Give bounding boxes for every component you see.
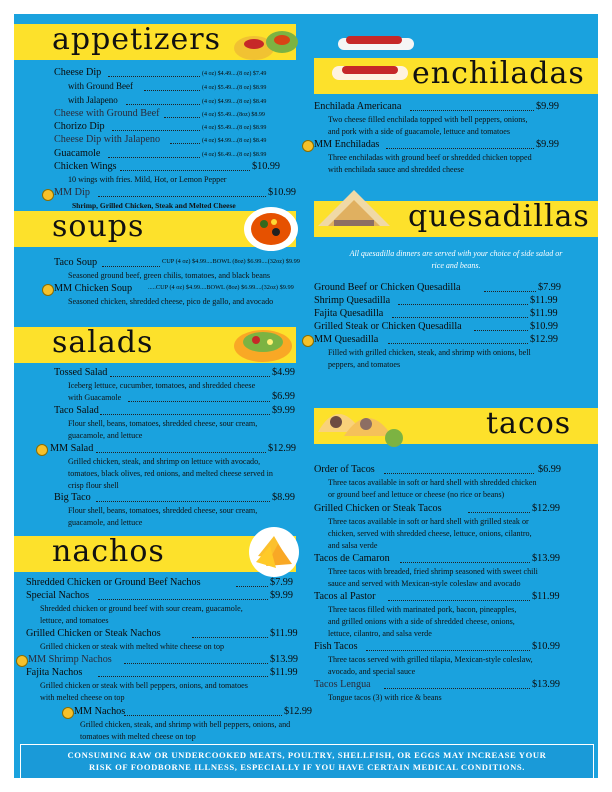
- item-name: Cheese Dip with Jalapeno: [54, 134, 161, 145]
- item-name: Tacos de Camaron: [314, 553, 390, 564]
- leader-dots: [388, 335, 528, 344]
- item-description: Grilled chicken or steak with bell peppers, onions, and tomatoes: [40, 681, 248, 690]
- leader-dots: [400, 554, 530, 563]
- soups-title: soups: [52, 209, 145, 244]
- item-description: and salsa verde: [328, 541, 378, 550]
- size-price-a: (4 oz) $4.99....: [202, 99, 238, 105]
- leader-dots: [192, 629, 268, 638]
- item-price: $11.99: [530, 308, 558, 319]
- item-name: Big Taco: [54, 492, 91, 503]
- leader-dots: [386, 140, 534, 149]
- item-description: guacamole, and lettuce: [68, 431, 143, 440]
- item-price: $9.99: [536, 101, 559, 112]
- item-name: MM Chicken Soup: [54, 283, 133, 294]
- item-price: [202, 134, 266, 145]
- item-name: MM Quesadilla: [314, 334, 379, 345]
- enchiladas-image: [330, 62, 410, 84]
- item-description: and pork with a side of guacamole, lettuce and tomatoes: [328, 127, 511, 136]
- item-description: Grilled chicken, steak, and shrimp on lettuce with avocado,: [68, 457, 261, 466]
- item-description: Shrimp, Grilled Chicken, Steak and Melted Cheese: [72, 201, 236, 210]
- tacos-image: [314, 392, 406, 450]
- leader-dots: [144, 82, 200, 91]
- item-description: Three enchiladas with ground beef or shredded chicken topped: [328, 153, 532, 162]
- item-price: $9.99: [272, 405, 295, 416]
- item-description: guacamole, and lettuce: [68, 518, 143, 527]
- item-description: peppers, and tomatoes: [328, 360, 401, 369]
- leader-dots: [170, 135, 200, 144]
- item-name: Grilled Chicken or Steak Tacos: [314, 503, 442, 514]
- item-name: Chorizo Dip: [54, 121, 105, 132]
- item-price: $6.99: [272, 391, 295, 402]
- item-description: Seasoned ground beef, green chilis, tomatoes, and black beans: [68, 271, 271, 280]
- item-price: $11.99: [270, 667, 298, 678]
- mm-logo-icon: [62, 707, 74, 719]
- item-description: lettuce, cilantro, and salsa verde: [328, 629, 432, 638]
- item-price: $13.99: [270, 654, 299, 665]
- item-name: MM Salad: [50, 443, 94, 454]
- enchiladas-image-top: [336, 32, 416, 54]
- leader-dots: [128, 393, 270, 402]
- mm-logo-icon: [16, 655, 28, 667]
- item-description: Two cheese filled enchilada topped with bell peppers, onions,: [328, 115, 528, 124]
- item-name: with Ground Beef: [68, 81, 133, 91]
- item-name: Taco Salad: [54, 405, 99, 416]
- leader-dots: [98, 591, 268, 600]
- warning-line-2: RISK OF FOODBORNE ILLNESS, ESPECIALLY IF YOU HAVE CERTAIN MEDICAL CONDITIONS.: [88, 762, 526, 772]
- leader-dots: [100, 406, 270, 415]
- item-description: Seasoned chicken, shredded cheese, pico de gallo, and avocado: [68, 297, 274, 306]
- menu-page: [14, 14, 598, 778]
- leader-dots: [112, 122, 200, 131]
- item-price: $11.99: [530, 295, 558, 306]
- item-price: $4.99: [272, 367, 295, 378]
- item-name: Tacos Lengua: [314, 679, 371, 690]
- item-description: with melted cheese on top: [40, 693, 125, 702]
- item-description: Three tacos with breaded, fried shrimp seasoned with sweet chili: [328, 567, 538, 576]
- item-description: 10 wings with fries. Mild, Hot, or Lemon Pepper: [68, 175, 227, 184]
- food-safety-warning: [20, 744, 594, 778]
- item-name: Ground Beef or Chicken Quesadilla: [314, 282, 461, 293]
- item-name: Cheese Dip: [54, 67, 102, 78]
- item-name: Tacos al Pastor: [314, 591, 376, 602]
- quesadillas-note: All quesadilla dinners are served with your choice of side salad or: [349, 249, 563, 258]
- size-price-a: (4 oz) $6.49....: [202, 152, 238, 158]
- item-description: tomatoes, black olives, red onions, and melted cheese served in: [68, 469, 273, 478]
- item-price: $12.99: [530, 334, 559, 345]
- leader-dots: [474, 322, 528, 331]
- item-name: Special Nachos: [26, 590, 90, 601]
- appetizers-title: appetizers: [52, 22, 221, 57]
- item-price: $7.99: [270, 577, 293, 588]
- leader-dots: [120, 162, 250, 171]
- item-name: Fajita Quesadilla: [314, 308, 384, 319]
- leader-dots: [126, 96, 200, 105]
- mm-logo-icon: [302, 140, 314, 152]
- mm-logo-icon: [42, 284, 54, 296]
- item-description: with enchilada sauce and shredded cheese: [328, 165, 464, 174]
- item-name: Tossed Salad: [54, 367, 108, 378]
- quesadillas-note: rice and beans.: [431, 261, 481, 270]
- item-description: tomatoes with melted cheese on top: [80, 732, 196, 741]
- leader-dots: [124, 655, 268, 664]
- item-price: $10.99: [268, 187, 297, 198]
- item-price: $10.99: [530, 321, 559, 332]
- item-price: $7.99: [538, 282, 561, 293]
- item-name: Chicken Wings: [54, 161, 117, 172]
- item-price: [202, 108, 265, 119]
- warning-line-1: CONSUMING RAW OR UNDERCOOKED MEATS, POULTRY, SHELLFISH, OR EGGS MAY INCREASE YOUR: [67, 750, 547, 760]
- leader-dots: [98, 668, 268, 677]
- item-name: Fajita Nachos: [26, 667, 83, 678]
- appetizers-image: [232, 18, 302, 62]
- leader-dots: [102, 258, 160, 267]
- item-name: Grilled Chicken or Steak Nachos: [26, 628, 161, 639]
- item-price: [202, 148, 266, 159]
- item-price: $11.99: [270, 628, 298, 639]
- size-price-b: (8 oz) $8.99: [237, 85, 267, 91]
- item-name: MM Shrimp Nachos: [28, 654, 112, 665]
- item-name: Enchilada Americana: [314, 101, 402, 112]
- item-description: Grilled chicken, steak, and shrimp with bell peppers, onions, and: [80, 720, 291, 729]
- size-price-a: (4 oz) $5.49....: [202, 125, 238, 131]
- leader-dots: [108, 68, 200, 77]
- item-price: $6.99: [538, 464, 561, 475]
- item-description: Three tacos served with grilled tilapia, Mexican-style coleslaw,: [328, 655, 533, 664]
- item-price: $12.99: [532, 503, 561, 514]
- item-description: Grilled chicken or steak with melted white cheese on top: [40, 642, 225, 651]
- leader-dots: [108, 149, 200, 158]
- item-description: lettuce, and tomatoes: [40, 616, 109, 625]
- item-name: Taco Soup: [54, 257, 98, 268]
- size-price-a: (4 oz) $5.49....: [202, 85, 238, 91]
- item-name: Shrimp Quesadilla: [314, 295, 391, 306]
- item-name: MM Dip: [54, 187, 90, 198]
- leader-dots: [484, 283, 536, 292]
- size-price-b: (8 oz) $8.49: [237, 138, 267, 144]
- item-price: $9.99: [536, 139, 559, 150]
- item-price: .....CUP (4 oz) $4.99....BOWL (8oz) $6.99....(32oz) $9.99: [148, 284, 294, 291]
- leader-dots: [96, 444, 266, 453]
- item-price: [202, 67, 266, 78]
- item-description: chicken, served with shredded cheese, lettuce, onions, cilantro,: [328, 529, 532, 538]
- size-price-a: (4 oz) $4.49....: [202, 71, 238, 77]
- item-price: $10.99: [252, 161, 281, 172]
- item-description: Tongue tacos (3) with rice & beans: [328, 693, 442, 702]
- item-price: [202, 121, 266, 132]
- item-name: with Jalapeno: [68, 95, 118, 105]
- leader-dots: [164, 109, 200, 118]
- item-description: avocado, and special sauce: [328, 667, 416, 676]
- size-price-b: (8 oz) $8.99: [237, 125, 267, 131]
- item-description: Three tacos available in soft or hard shell with shredded chicken: [328, 478, 537, 487]
- item-price: $13.99: [532, 679, 561, 690]
- mm-logo-icon: [42, 189, 54, 201]
- item-price: $9.99: [270, 590, 293, 601]
- leader-dots: [384, 465, 534, 474]
- item-name: Shredded Chicken or Ground Beef Nachos: [26, 577, 201, 588]
- item-description: Flour shell, beans, tomatoes, shredded cheese, sour cream,: [68, 419, 258, 428]
- leader-dots: [366, 642, 530, 651]
- leader-dots: [388, 592, 530, 601]
- item-description: crisp flour shell: [68, 481, 119, 490]
- item-description: Flour shell, beans, tomatoes, shredded cheese, sour cream,: [68, 506, 258, 515]
- salads-image: [232, 322, 294, 366]
- leader-dots: [392, 309, 528, 318]
- leader-dots: [398, 296, 528, 305]
- item-description: Shredded chicken or ground beef with sour cream, guacamole,: [40, 604, 243, 613]
- item-price: [202, 81, 266, 92]
- leader-dots: [124, 707, 282, 716]
- quesadillas-image: [314, 186, 394, 234]
- item-price: $8.99: [272, 492, 295, 503]
- item-name: Fish Tacos: [314, 641, 358, 652]
- enchiladas-title: enchiladas: [412, 56, 585, 91]
- item-name: Guacamole: [54, 148, 101, 159]
- item-name: MM Enchiladas: [314, 139, 380, 150]
- soups-image: [242, 204, 300, 254]
- size-price-a: (4 oz) $5.49....: [202, 112, 238, 118]
- item-name: MM Nachos: [74, 706, 126, 717]
- item-price: $12.99: [284, 706, 313, 717]
- leader-dots: [468, 504, 530, 513]
- size-price-a: (4 oz) $4.99....: [202, 138, 238, 144]
- item-price: CUP (4 oz) $4.99....BOWL (8oz) $6.99....(32oz) $9.99: [162, 258, 300, 265]
- leader-dots: [384, 680, 530, 689]
- item-price: $11.99: [532, 591, 560, 602]
- tacos-title: tacos: [486, 406, 572, 441]
- size-price-b: (8 oz) $8.49: [237, 99, 267, 105]
- item-description: Three tacos available in soft or hard shell with grilled steak or: [328, 517, 529, 526]
- leader-dots: [410, 102, 534, 111]
- size-price-b: (8 oz) $8.99: [237, 152, 267, 158]
- item-name: Order of Tacos: [314, 464, 375, 475]
- item-description: or ground beef and lettuce or cheese (no rice or beans): [328, 490, 505, 499]
- item-description: Iceberg lettuce, cucumber, tomatoes, and shredded cheese: [68, 381, 256, 390]
- size-price-b: (8 oz) $7.49: [237, 71, 267, 77]
- item-description: Three tacos filled with marinated pork, bacon, pineapples,: [328, 605, 517, 614]
- item-price: $12.99: [268, 443, 297, 454]
- mm-logo-icon: [36, 444, 48, 456]
- quesadillas-title: quesadillas: [408, 199, 590, 234]
- salads-title: salads: [52, 325, 154, 360]
- leader-dots: [110, 368, 270, 377]
- item-price: $13.99: [532, 553, 561, 564]
- nachos-image: [248, 526, 300, 578]
- item-description: and grilled onions with a side of shredded cheese, onions,: [328, 617, 515, 626]
- item-option: with Guacamole: [68, 393, 122, 402]
- item-description: sauce and served with Mexican-style coleslaw and avocado: [328, 579, 521, 588]
- leader-dots: [96, 493, 270, 502]
- item-name: Cheese with Ground Beef: [54, 108, 160, 119]
- leader-dots: [236, 578, 268, 587]
- item-price: [202, 95, 266, 106]
- nachos-title: nachos: [52, 534, 165, 569]
- item-description: Filled with grilled chicken, steak, and shrimp with onions, bell: [328, 348, 531, 357]
- leader-dots: [98, 188, 266, 197]
- mm-logo-icon: [302, 335, 314, 347]
- size-price-b: (8oz) $8.99: [237, 112, 265, 118]
- item-name: Grilled Steak or Chicken Quesadilla: [314, 321, 462, 332]
- item-price: $10.99: [532, 641, 561, 652]
